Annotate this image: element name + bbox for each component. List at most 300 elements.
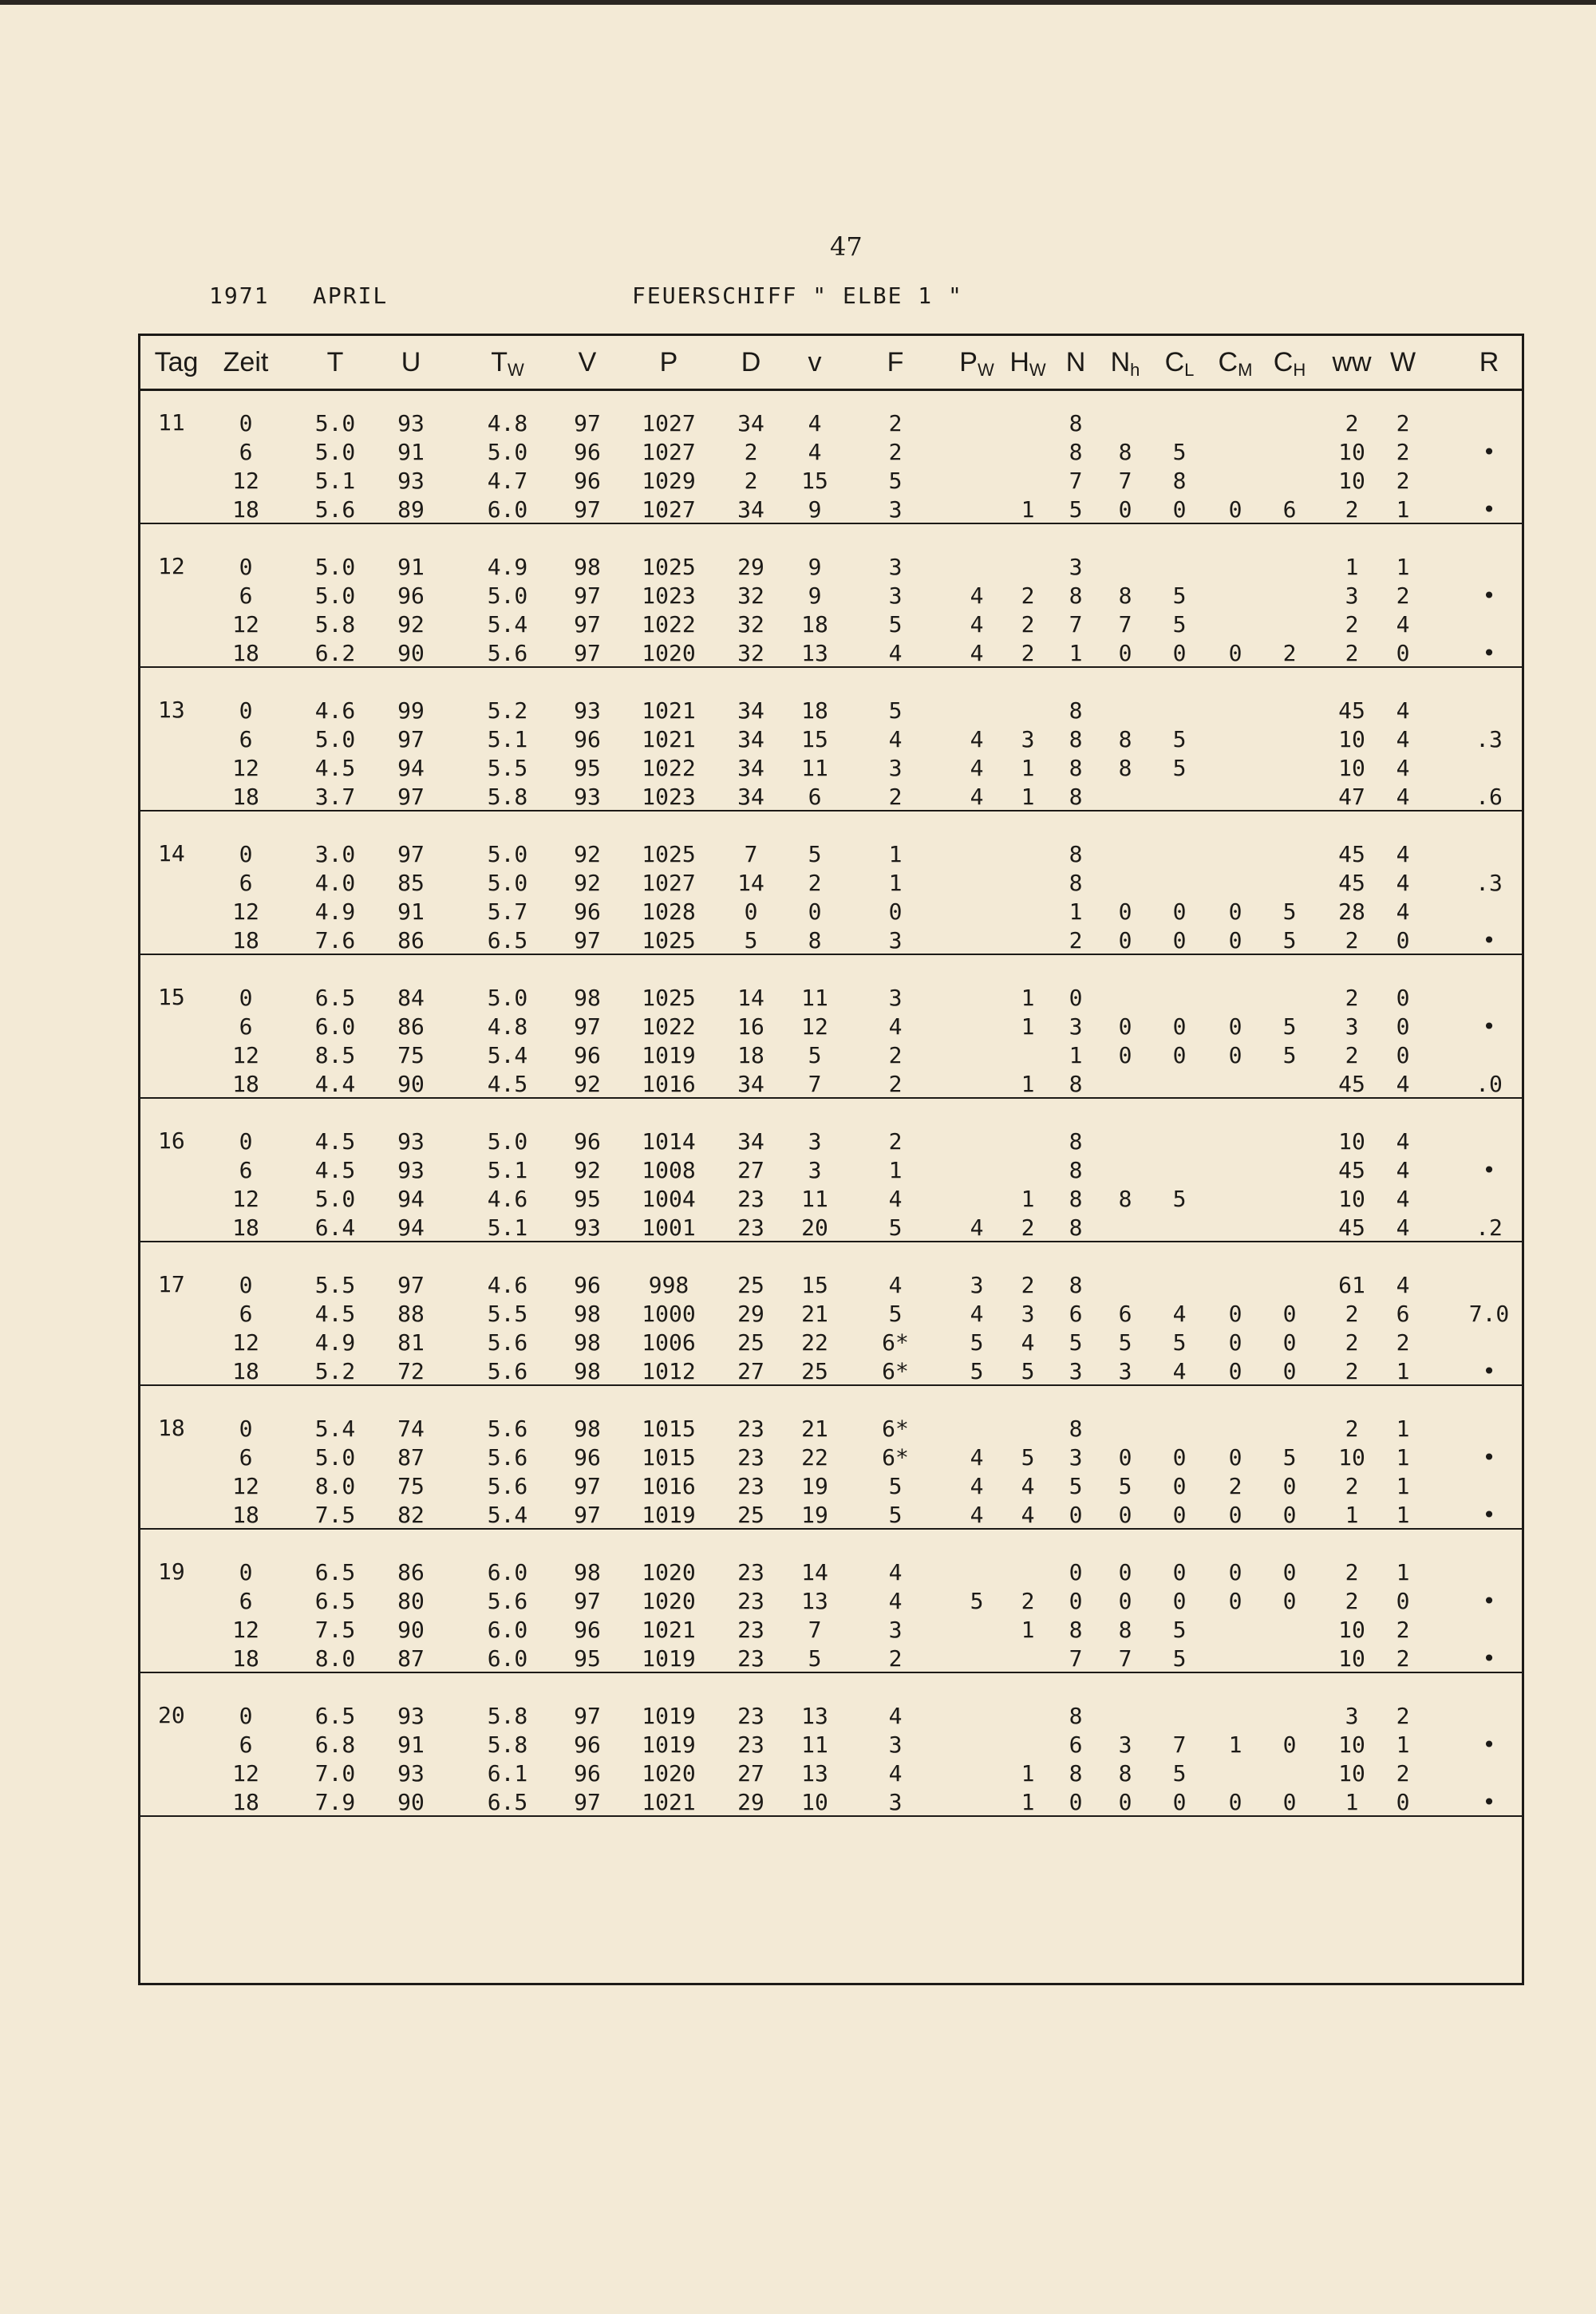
cell-tw: 6.5 [487, 1789, 528, 1815]
cell-ch: 2 [1282, 640, 1297, 666]
cell-w: 4 [1396, 1186, 1410, 1212]
cell-d: 29 [737, 1789, 764, 1815]
cell-ch: 5 [1282, 1042, 1297, 1068]
cell-v-lower: 13 [801, 640, 828, 666]
cell-hw: 3 [1021, 726, 1035, 752]
cell-w: 4 [1396, 898, 1410, 925]
cell-f: 3 [888, 1617, 903, 1643]
cell-v-lower: 7 [808, 1617, 822, 1643]
cell-u: 94 [397, 1186, 425, 1212]
cell-r: .2 [1476, 1214, 1503, 1241]
cell-t: 7.5 [314, 1502, 356, 1528]
cell-pw: 4 [970, 640, 984, 666]
cell-cl: 0 [1172, 898, 1187, 925]
cell-zeit: 18 [232, 1358, 259, 1384]
table-row [140, 1300, 1522, 1329]
cell-u: 93 [397, 1760, 425, 1787]
cell-n: 8 [1069, 1703, 1083, 1729]
cell-n: 0 [1069, 1789, 1083, 1815]
cell-u: 91 [397, 439, 425, 465]
cell-d: 23 [737, 1416, 764, 1442]
cell-u: 85 [397, 870, 425, 896]
cell-u: 82 [397, 1502, 425, 1528]
cell-d: 27 [737, 1157, 764, 1183]
cell-t: 5.0 [314, 410, 356, 436]
col-header-ch: $C_H$ [1273, 347, 1306, 380]
cell-zeit: 12 [232, 468, 259, 494]
cell-w: 6 [1396, 1301, 1410, 1327]
cell-nh: 0 [1118, 1042, 1132, 1068]
cell-v-upper: 97 [574, 1703, 601, 1729]
cell-f: 3 [888, 927, 903, 954]
table-row [140, 553, 1522, 582]
cell-p: 1020 [642, 1588, 696, 1614]
cell-tw: 5.7 [487, 898, 528, 925]
cell-w: 1 [1396, 1502, 1410, 1528]
day-block [140, 1241, 1522, 1386]
cell-cl: 5 [1172, 1645, 1187, 1672]
col-header-d: D [741, 347, 761, 377]
cell-u: 90 [397, 1071, 425, 1097]
cell-v-upper: 98 [574, 1301, 601, 1327]
cell-d: 23 [737, 1444, 764, 1471]
cell-t: 5.8 [314, 611, 356, 638]
cell-t: 4.0 [314, 870, 356, 896]
cell-ch: 0 [1282, 1559, 1297, 1585]
cell-hw: 2 [1021, 611, 1035, 638]
cell-p: 1025 [642, 985, 696, 1011]
cell-u: 99 [397, 697, 425, 724]
cell-v-lower: 19 [801, 1502, 828, 1528]
cell-n: 8 [1069, 1128, 1083, 1155]
cell-t: 6.4 [314, 1214, 356, 1241]
cell-p: 1025 [642, 841, 696, 867]
cell-w: 1 [1396, 1444, 1410, 1471]
cell-p: 1022 [642, 755, 696, 781]
cell-f: 2 [888, 1645, 903, 1672]
cell-v-lower: 22 [801, 1444, 828, 1471]
cell-hw: 1 [1021, 1013, 1035, 1040]
cell-nh: 0 [1118, 1502, 1132, 1528]
cell-p: 1015 [642, 1416, 696, 1442]
cell-t: 7.6 [314, 927, 356, 954]
cell-ch: 0 [1282, 1732, 1297, 1758]
cell-p: 1021 [642, 1617, 696, 1643]
day-block [140, 954, 1522, 1099]
cell-cm: 0 [1228, 1502, 1242, 1528]
table-row [140, 1013, 1522, 1041]
day-label: 17 [158, 1271, 185, 1297]
cell-u: 90 [397, 1617, 425, 1643]
table-row [140, 869, 1522, 898]
cell-f: 3 [888, 1789, 903, 1815]
table-row [140, 582, 1522, 610]
cell-v-lower: 11 [801, 1732, 828, 1758]
cell-t: 5.0 [314, 554, 356, 580]
cell-hw: 1 [1021, 985, 1035, 1011]
cell-tw: 4.6 [487, 1186, 528, 1212]
cell-v-upper: 97 [574, 1588, 601, 1614]
cell-nh: 8 [1118, 1760, 1132, 1787]
day-block [140, 666, 1522, 811]
cell-ww: 61 [1338, 1272, 1365, 1298]
cell-t: 4.5 [314, 1157, 356, 1183]
cell-tw: 6.0 [487, 1645, 528, 1672]
cell-tw: 4.5 [487, 1071, 528, 1097]
cell-v-lower: 8 [808, 927, 822, 954]
cell-nh: 8 [1118, 755, 1132, 781]
cell-pw: 4 [970, 1502, 984, 1528]
table-row [140, 1156, 1522, 1185]
cell-zeit: 6 [239, 582, 253, 609]
cell-w: 4 [1396, 1214, 1410, 1241]
cell-v-lower: 7 [808, 1071, 822, 1097]
cell-f: 5 [888, 697, 903, 724]
cell-cm: 0 [1228, 927, 1242, 954]
cell-r: • [1482, 439, 1496, 465]
cell-d: 23 [737, 1732, 764, 1758]
day-label: 16 [158, 1127, 185, 1154]
day-block [140, 1528, 1522, 1673]
cell-cm: 0 [1228, 640, 1242, 666]
cell-t: 6.0 [314, 1013, 356, 1040]
cell-nh: 0 [1118, 1789, 1132, 1815]
table-row [140, 840, 1522, 869]
table-row [140, 725, 1522, 754]
cell-zeit: 12 [232, 1042, 259, 1068]
cell-w: 0 [1396, 1042, 1410, 1068]
cell-ww: 2 [1345, 640, 1359, 666]
cell-nh: 0 [1118, 898, 1132, 925]
cell-zeit: 18 [232, 1789, 259, 1815]
cell-v-upper: 97 [574, 611, 601, 638]
cell-n: 0 [1069, 985, 1083, 1011]
cell-d: 27 [737, 1358, 764, 1384]
cell-zeit: 0 [239, 410, 253, 436]
cell-ch: 5 [1282, 898, 1297, 925]
cell-ww: 1 [1345, 554, 1359, 580]
table-row [140, 1587, 1522, 1616]
cell-cl: 0 [1172, 1444, 1187, 1471]
cell-hw: 1 [1021, 1617, 1035, 1643]
cell-u: 81 [397, 1329, 425, 1356]
cell-n: 1 [1069, 898, 1083, 925]
cell-t: 6.8 [314, 1732, 356, 1758]
cell-v-lower: 0 [808, 898, 822, 925]
cell-f: 5 [888, 1301, 903, 1327]
day-block [140, 523, 1522, 668]
cell-ww: 1 [1345, 1502, 1359, 1528]
cell-n: 8 [1069, 1416, 1083, 1442]
cell-t: 6.5 [314, 1588, 356, 1614]
cell-cl: 0 [1172, 496, 1187, 523]
cell-tw: 5.6 [487, 1358, 528, 1384]
cell-zeit: 12 [232, 1617, 259, 1643]
cell-u: 93 [397, 1703, 425, 1729]
cell-nh: 8 [1118, 582, 1132, 609]
cell-w: 4 [1396, 1157, 1410, 1183]
cell-pw: 5 [970, 1588, 984, 1614]
cell-hw: 1 [1021, 1071, 1035, 1097]
cell-f: 2 [888, 1042, 903, 1068]
cell-p: 1023 [642, 784, 696, 810]
cell-ch: 0 [1282, 1358, 1297, 1384]
cell-v-upper: 97 [574, 1502, 601, 1528]
day-label: 18 [158, 1415, 185, 1441]
cell-v-lower: 3 [808, 1128, 822, 1155]
cell-r: • [1482, 640, 1496, 666]
cell-d: 29 [737, 554, 764, 580]
cell-n: 8 [1069, 697, 1083, 724]
cell-u: 97 [397, 784, 425, 810]
cell-tw: 5.4 [487, 1042, 528, 1068]
cell-hw: 1 [1021, 1789, 1035, 1815]
cell-v-lower: 21 [801, 1416, 828, 1442]
cell-ww: 2 [1345, 496, 1359, 523]
cell-cm: 0 [1228, 1042, 1242, 1068]
table-row [140, 1185, 1522, 1214]
col-header-cl: $C_L$ [1164, 347, 1195, 380]
observation-table [138, 334, 1524, 1985]
cell-p: 1019 [642, 1645, 696, 1672]
cell-t: 3.7 [314, 784, 356, 810]
cell-p: 1021 [642, 1789, 696, 1815]
cell-hw: 5 [1021, 1444, 1035, 1471]
cell-d: 14 [737, 870, 764, 896]
cell-nh: 8 [1118, 726, 1132, 752]
cell-tw: 5.6 [487, 1588, 528, 1614]
cell-p: 998 [648, 1272, 689, 1298]
cell-v-lower: 20 [801, 1214, 828, 1241]
cell-tw: 5.0 [487, 841, 528, 867]
cell-d: 23 [737, 1473, 764, 1499]
cell-n: 3 [1069, 554, 1083, 580]
cell-r: • [1482, 1358, 1496, 1384]
cell-cl: 0 [1172, 1789, 1187, 1815]
cell-ww: 2 [1345, 410, 1359, 436]
cell-zeit: 12 [232, 898, 259, 925]
table-row [140, 1443, 1522, 1472]
cell-nh: 0 [1118, 1013, 1132, 1040]
cell-ww: 2 [1345, 1559, 1359, 1585]
cell-cm: 0 [1228, 1559, 1242, 1585]
cell-v-lower: 5 [808, 1042, 822, 1068]
cell-u: 94 [397, 1214, 425, 1241]
cell-ww: 10 [1338, 1617, 1365, 1643]
cell-v-upper: 98 [574, 1329, 601, 1356]
cell-w: 1 [1396, 1559, 1410, 1585]
cell-w: 4 [1396, 784, 1410, 810]
cell-d: 27 [737, 1760, 764, 1787]
col-header-hw: $H_W$ [1009, 347, 1046, 380]
cell-f: 3 [888, 582, 903, 609]
cell-nh: 8 [1118, 439, 1132, 465]
cell-cm: 0 [1228, 1013, 1242, 1040]
cell-nh: 0 [1118, 640, 1132, 666]
cell-v-lower: 14 [801, 1559, 828, 1585]
cell-w: 2 [1396, 1617, 1410, 1643]
cell-v-upper: 95 [574, 1645, 601, 1672]
cell-cm: 0 [1228, 1358, 1242, 1384]
cell-t: 5.0 [314, 439, 356, 465]
cell-ww: 3 [1345, 1703, 1359, 1729]
day-block [140, 379, 1522, 524]
table-row [140, 1329, 1522, 1357]
cell-hw: 4 [1021, 1502, 1035, 1528]
cell-v-upper: 96 [574, 439, 601, 465]
cell-w: 2 [1396, 582, 1410, 609]
day-block [140, 810, 1522, 955]
cell-r: • [1482, 1732, 1496, 1758]
cell-d: 23 [737, 1588, 764, 1614]
cell-cl: 0 [1172, 1559, 1187, 1585]
cell-tw: 5.8 [487, 1732, 528, 1758]
cell-ch: 0 [1282, 1329, 1297, 1356]
col-header-f: F [887, 347, 904, 377]
cell-tw: 5.1 [487, 1157, 528, 1183]
cell-r: .3 [1476, 726, 1503, 752]
cell-v-lower: 6 [808, 784, 822, 810]
cell-pw: 4 [970, 1473, 984, 1499]
cell-ch: 5 [1282, 1444, 1297, 1471]
cell-v-upper: 93 [574, 1214, 601, 1241]
cell-r: .6 [1476, 784, 1503, 810]
cell-ww: 10 [1338, 439, 1365, 465]
cell-n: 8 [1069, 784, 1083, 810]
cell-cl: 0 [1172, 1042, 1187, 1068]
cell-u: 93 [397, 1128, 425, 1155]
table-row [140, 697, 1522, 725]
cell-cl: 4 [1172, 1301, 1187, 1327]
cell-u: 72 [397, 1358, 425, 1384]
cell-pw: 4 [970, 1301, 984, 1327]
cell-w: 4 [1396, 870, 1410, 896]
cell-n: 8 [1069, 726, 1083, 752]
cell-p: 1019 [642, 1042, 696, 1068]
cell-r: • [1482, 582, 1496, 609]
cell-p: 1027 [642, 496, 696, 523]
cell-ww: 2 [1345, 1329, 1359, 1356]
cell-u: 93 [397, 410, 425, 436]
cell-cm: 1 [1228, 1732, 1242, 1758]
cell-tw: 4.9 [487, 554, 528, 580]
cell-f: 4 [888, 1272, 903, 1298]
cell-w: 2 [1396, 1329, 1410, 1356]
cell-t: 4.5 [314, 1128, 356, 1155]
cell-f: 5 [888, 468, 903, 494]
cell-t: 6.5 [314, 1703, 356, 1729]
cell-w: 0 [1396, 1588, 1410, 1614]
cell-t: 4.6 [314, 697, 356, 724]
cell-v-upper: 97 [574, 927, 601, 954]
cell-n: 5 [1069, 1473, 1083, 1499]
day-block [140, 1384, 1522, 1530]
cell-n: 1 [1069, 640, 1083, 666]
cell-v-lower: 15 [801, 1272, 828, 1298]
cell-cl: 5 [1172, 582, 1187, 609]
cell-ww: 47 [1338, 784, 1365, 810]
cell-hw: 2 [1021, 640, 1035, 666]
cell-zeit: 12 [232, 1329, 259, 1356]
cell-tw: 6.0 [487, 1617, 528, 1643]
cell-p: 1028 [642, 898, 696, 925]
cell-f: 4 [888, 1013, 903, 1040]
cell-nh: 7 [1118, 1645, 1132, 1672]
cell-w: 4 [1396, 726, 1410, 752]
header-month: APRIL [313, 282, 389, 309]
cell-v-upper: 92 [574, 870, 601, 896]
col-header-p: P [659, 347, 678, 377]
cell-nh: 6 [1118, 1301, 1132, 1327]
cell-pw: 4 [970, 755, 984, 781]
cell-v-upper: 98 [574, 1358, 601, 1384]
cell-p: 1019 [642, 1732, 696, 1758]
cell-ww: 45 [1338, 870, 1365, 896]
cell-ww: 45 [1338, 697, 1365, 724]
cell-cl: 5 [1172, 726, 1187, 752]
table-row [140, 926, 1522, 955]
cell-zeit: 0 [239, 841, 253, 867]
table-row [140, 610, 1522, 639]
cell-v-upper: 97 [574, 582, 601, 609]
table-row [140, 1731, 1522, 1759]
cell-cm: 0 [1228, 1301, 1242, 1327]
cell-hw: 3 [1021, 1301, 1035, 1327]
cell-d: 23 [737, 1645, 764, 1672]
cell-v-lower: 5 [808, 1645, 822, 1672]
cell-d: 0 [744, 898, 758, 925]
cell-n: 3 [1069, 1444, 1083, 1471]
cell-n: 8 [1069, 870, 1083, 896]
table-row [140, 1788, 1522, 1817]
cell-zeit: 18 [232, 1214, 259, 1241]
cell-cl: 7 [1172, 1732, 1187, 1758]
page-top-edge [0, 0, 1596, 5]
cell-d: 18 [737, 1042, 764, 1068]
cell-ww: 10 [1338, 1760, 1365, 1787]
cell-v-lower: 11 [801, 985, 828, 1011]
cell-pw: 4 [970, 611, 984, 638]
cell-p: 1021 [642, 726, 696, 752]
table-row [140, 639, 1522, 668]
cell-cl: 5 [1172, 611, 1187, 638]
cell-v-lower: 13 [801, 1760, 828, 1787]
cell-v-lower: 25 [801, 1358, 828, 1384]
table-row [140, 1501, 1522, 1530]
cell-hw: 1 [1021, 755, 1035, 781]
cell-f: 1 [888, 841, 903, 867]
cell-p: 1004 [642, 1186, 696, 1212]
cell-cm: 0 [1228, 1444, 1242, 1471]
col-header-v-lower: v [808, 347, 822, 377]
cell-u: 75 [397, 1473, 425, 1499]
cell-f: 4 [888, 640, 903, 666]
cell-v-upper: 98 [574, 554, 601, 580]
day-label: 11 [158, 409, 185, 436]
cell-tw: 6.0 [487, 1559, 528, 1585]
cell-d: 32 [737, 611, 764, 638]
cell-w: 2 [1396, 410, 1410, 436]
cell-t: 5.1 [314, 468, 356, 494]
cell-ww: 2 [1345, 1416, 1359, 1442]
cell-d: 25 [737, 1502, 764, 1528]
col-header-v-upper: V [578, 347, 597, 377]
cell-tw: 4.8 [487, 410, 528, 436]
cell-tw: 5.6 [487, 1416, 528, 1442]
cell-hw: 2 [1021, 1588, 1035, 1614]
cell-v-lower: 9 [808, 582, 822, 609]
cell-zeit: 18 [232, 496, 259, 523]
